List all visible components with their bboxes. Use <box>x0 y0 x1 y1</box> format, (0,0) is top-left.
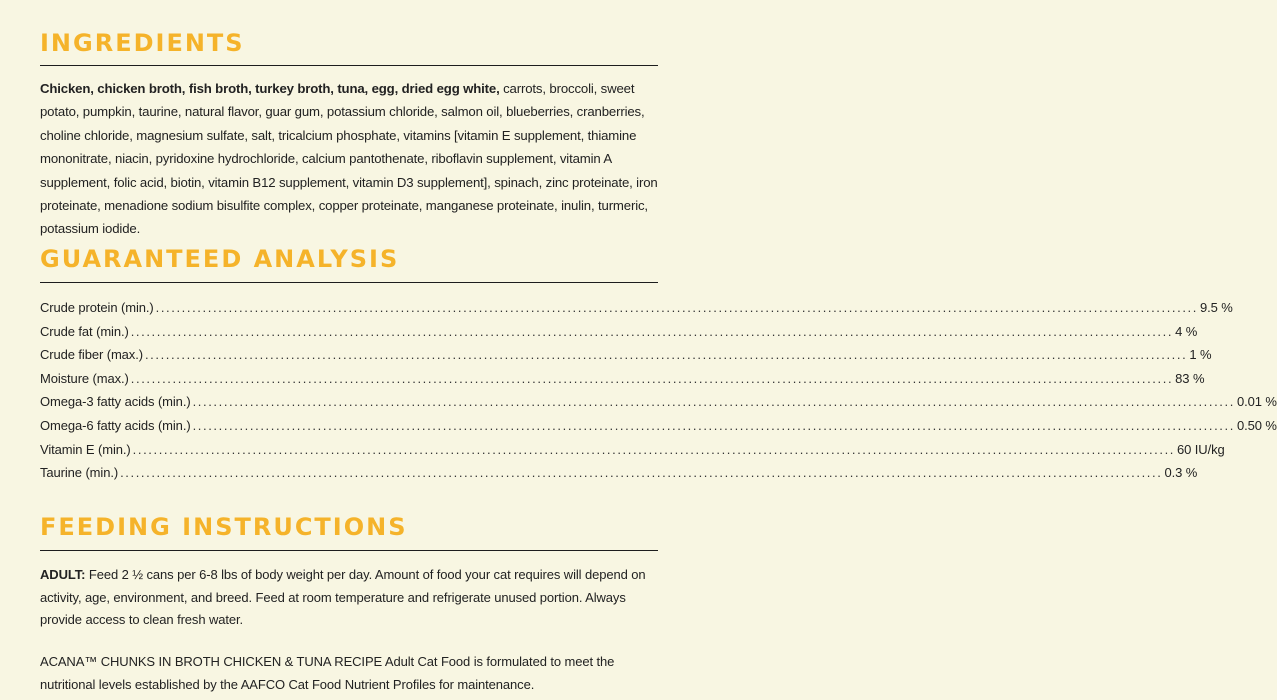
analysis-row <box>40 320 1198 344</box>
analysis-value: 0.3 % <box>1164 465 1198 481</box>
analysis-row <box>40 438 1225 462</box>
analysis-label: Omega-3 fatty acids (min.) <box>40 394 191 410</box>
feeding-divider <box>40 550 658 551</box>
dot-leader: ........................................................................................................................................................................................................ <box>144 347 1188 363</box>
analysis-row <box>40 390 1277 414</box>
analysis-label: Moisture (max.) <box>40 370 129 386</box>
analysis-row <box>40 461 1198 485</box>
adult-instructions: Feed 2 ½ cans per 6-8 lbs of body weight per day. Amount of food your cat requires will depend on activity, age, environment, and breed. Feed at room temperature and refrigerate unused portion. Always provide access to clean fresh water. <box>40 567 646 627</box>
analysis-value: 60 IU/kg <box>1177 441 1225 457</box>
ingredients-heading: INGREDIENTS <box>40 29 245 57</box>
analysis-table <box>40 296 1277 485</box>
analysis-heading: GUARANTEED ANALYSIS <box>40 245 400 273</box>
aafco-statement: ACANA™ CHUNKS IN BROTH CHICKEN & TUNA RECIPE Adult Cat Food is formulated to meet the nutritional levels established by the AAFCO Cat Food Nutrient Profiles for maintenance. <box>40 654 615 692</box>
dot-leader: ........................................................................................................................................................................................................ <box>130 370 1174 386</box>
analysis-label: Crude fiber (max.) <box>40 347 143 363</box>
adult-label: ADULT: <box>40 567 86 582</box>
analysis-row <box>40 414 1277 438</box>
feeding-heading: FEEDING INSTRUCTIONS <box>40 513 408 541</box>
dot-leader: ........................................................................................................................................................................................................ <box>132 441 1176 457</box>
dot-leader: ........................................................................................................................................................................................................ <box>120 465 1163 481</box>
dot-leader: ........................................................................................................................................................................................................ <box>155 300 1198 315</box>
analysis-value: 1 % <box>1189 347 1212 363</box>
analysis-label: Vitamin E (min.) <box>40 441 131 457</box>
ingredients-rest: carrots, broccoli, sweet potato, pumpkin, taurine, natural flavor, guar gum, potassium chloride, salmon oil, blueberries, cranberries, choline chloride, magnesium sulfate, salt, tricalcium phosphate, vitamins [vitamin E supplement, thiamine mononitrate, niacin, pyridoxine hydrochloride, calcium pantothenate, riboflavin supplement, vitamin A supplement, folic acid, biotin, vitamin B12 supplement, vitamin D3 supplement], spinach, zinc proteinate, iron proteinate, menadione sodium bisulfite complex, copper proteinate, manganese proteinate, inulin, turmeric, potassium iodide. <box>40 81 658 237</box>
dot-leader: ........................................................................................................................................................................................................ <box>192 394 1235 410</box>
analysis-value: 0.50 % <box>1236 417 1277 433</box>
analysis-label: Crude fat (min.) <box>40 323 129 339</box>
analysis-divider <box>40 282 658 283</box>
analysis-row <box>40 296 1233 320</box>
analysis-row <box>40 343 1212 367</box>
feeding-adult <box>40 564 665 632</box>
analysis-row <box>40 367 1205 391</box>
ingredients-primary: Chicken, chicken broth, fish broth, turkey broth, tuna, egg, dried egg white, <box>40 81 500 96</box>
ingredients-list <box>40 77 665 241</box>
dot-leader: ........................................................................................................................................................................................................ <box>192 417 1235 433</box>
analysis-value: 0.01 % <box>1236 394 1277 410</box>
ingredients-divider <box>40 65 658 66</box>
analysis-value: 9.5 % <box>1199 300 1233 315</box>
analysis-value: 83 % <box>1175 370 1205 386</box>
dot-leader: ........................................................................................................................................................................................................ <box>130 323 1174 339</box>
analysis-value: 4 % <box>1175 323 1198 339</box>
analysis-label: Taurine (min.) <box>40 465 119 481</box>
analysis-label: Crude protein (min.) <box>40 300 154 315</box>
analysis-label: Omega-6 fatty acids (min.) <box>40 417 191 433</box>
